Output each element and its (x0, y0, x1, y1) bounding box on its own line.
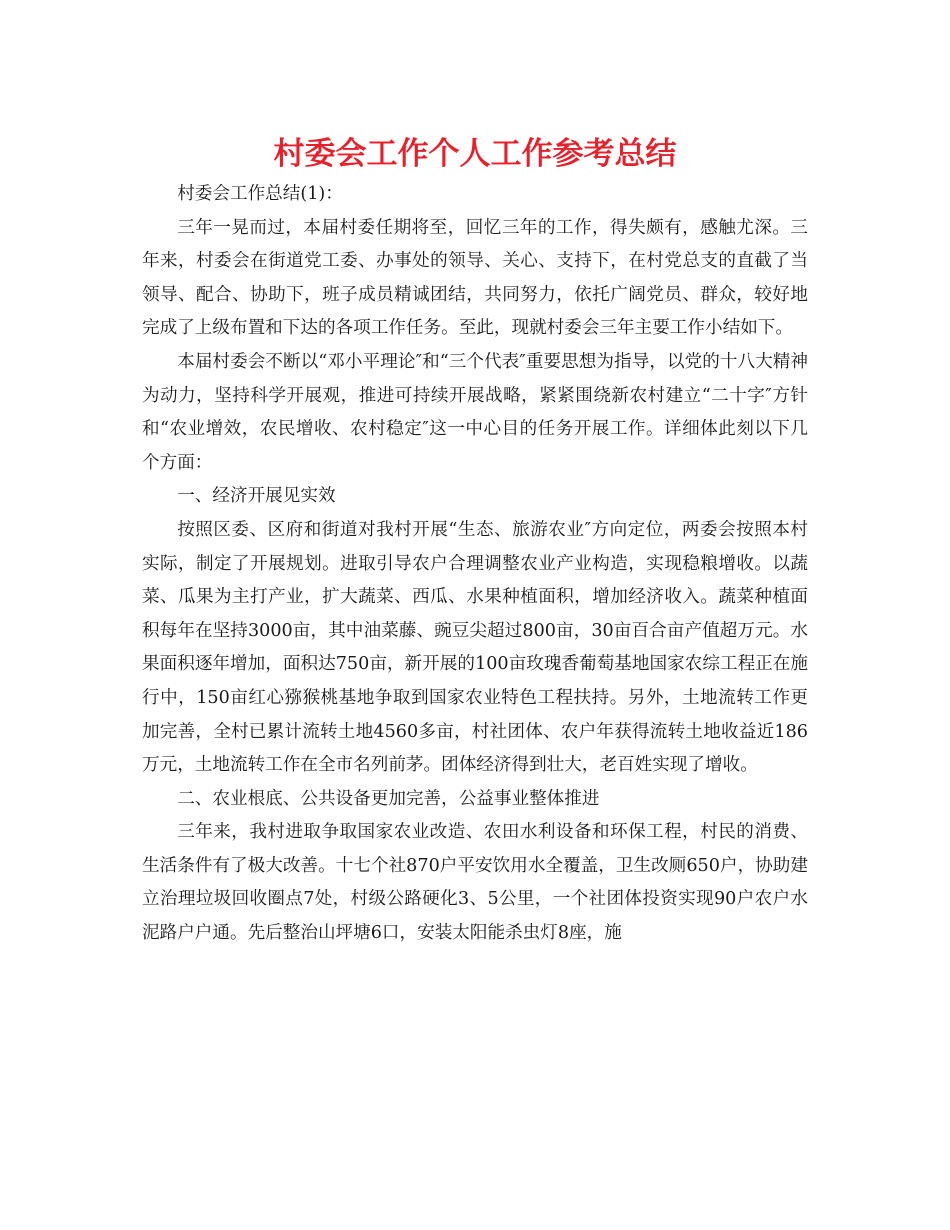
document-title: 村委会工作个人工作参考总结 (273, 136, 677, 172)
paragraph-infrastructure: 三年来，我村进取争取国家农业改造、农田水利设备和环保工程，村民的消费、生活条件有了极大改善。十七个社870户平安饮用水全覆盖，卫生改厕650户，协助建立治理垃圾回收圈点7处，村级公路硬化3、5公里，一个社团体投资实现90户农户水泥路户户通。先后整治山坪塘6口，安装太阳能杀虫灯8座，施 (142, 822, 808, 944)
section-heading-economy: 一、经济开展见实效 (177, 486, 336, 507)
paragraph-intro: 三年一晃而过，本届村委任期将至，回忆三年的工作，得失颇有，感触尤深。三年来，村委会在街道党工委、办事处的领导、关心、支持下，在村党总支的直截了当领导、配合、协助下，班子成员精诚团结，共同努力，依托广阔党员、群众，较好地完成了上级布置和下达的各项工作任务。至此，现就村委会三年主要工作小结如下。 (142, 217, 808, 339)
paragraph-economy: 按照区委、区府和街道对我村开展“生态、旅游农业″方向定位，两委会按照本村实际，制定了开展规划。进取引导农户合理调整农业产业构造，实现稳粮增收。以蔬菜、瓜果为主打产业，扩大蔬菜、西瓜、水果种植面积，增加经济收入。蔬菜种植面积每年在坚持3000亩，其中油菜藤、豌豆尖超过800亩，30亩百合亩产值超万元。水果面积逐年增加，面积达750亩，新开展的100亩玫瑰香葡萄基地国家农综工程正在施行中，150亩红心猕猴桃基地争取到国家农业特色工程扶持。另外，土地流转工作更加完善，全村已累计流转土地4560多亩，村社团体、农户年获得流转土地收益近186万元，土地流转工作在全市名列前茅。团体经济得到壮大，老百姓实现了增收。 (142, 519, 808, 776)
paragraph-summary-label: 村委会工作总结(1)： (177, 184, 343, 204)
paragraph-guiding-principles: 本届村委会不断以“邓小平理论″和“三个代表″重要思想为指导，以党的十八大精神为动力，坚持科学开展观，推进可持续开展战略，紧紧围绕新农村建立“二十字″方针和“农业增效，农民增收、农村稳定″这一中心目的任务开展工作。详细体此刻以下几个方面： (142, 351, 808, 473)
section-heading-infrastructure: 二、农业根底、公共设备更加完善，公益事业整体推进 (177, 788, 600, 809)
document-body (142, 178, 808, 951)
